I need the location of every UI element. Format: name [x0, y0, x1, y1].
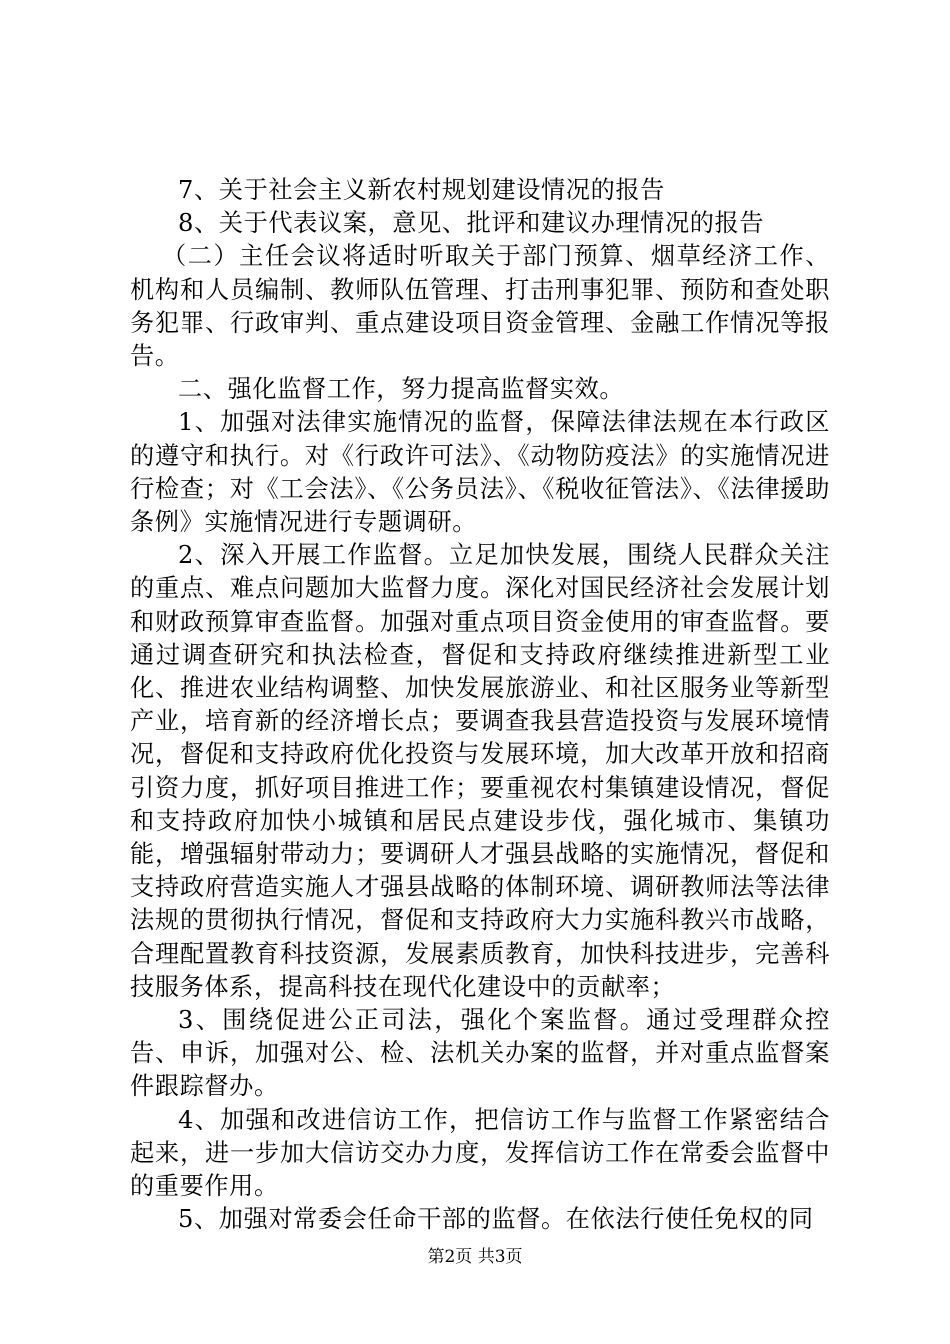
- paragraph-point-2: 2、深入开展工作监督。立足加快发展，围绕人民群众关注的重点、难点问题加大监督力度。深化对国民经济社会发展计划和财政预算审查监督。加强对重点项目资金使用的审查监督。要通过调查研究和执法检查，督促和支持政府继续推进新型工业化、推进农业结构调整、加快发展旅游业、和社区服务业等新型产业，培育新的经济增长点；要调查我县营造投资与发展环境情况，督促和支持政府优化投资与发展环境，加大改革开放和招商引资力度，抓好项目推进工作；要重视农村集镇建设情况，督促和支持政府加快小城镇和居民点建设步伐，强化城市、集镇功能，增强辐射带动力；要调研人才强县战略的实施情况，督促和支持政府营造实施人才强县战略的体制环境、调研教师法等法律法规的贯彻执行情况，督促和支持政府大力实施科教兴市战略，合理配置教育科技资源，发展素质教育，加快科技进步，完善科技服务体系，提高科技在现代化建设中的贡献率；: [130, 541, 830, 1001]
- document-body: [130, 174, 830, 1237]
- paragraph-point-1: 1、加强对法律实施情况的监督，保障法律法规在本行政区的遵守和执行。对《行政许可法》、《动物防疫法》的实施情况进行检查；对《工会法》、《公务员法》、《税收征管法》、《法律援助条例》实施情况进行专题调研。: [130, 408, 830, 537]
- section-heading-2: 二、强化监督工作，努力提高监督实效。: [178, 375, 625, 404]
- paragraph-section-2: （二）主任会议将适时听取关于部门预算、烟草经济工作、机构和人员编制、教师队伍管理、打击刑事犯罪、预防和查处职务犯罪、行政审判、重点建设项目资金管理、金融工作情况等报告。: [130, 242, 830, 371]
- page-number-footer: 第2页 共3页: [427, 1247, 523, 1267]
- paragraph-point-4: 4、加强和改进信访工作，把信访工作与监督工作紧密结合起来，进一步加大信访交办力度，发挥信访工作在常委会监督中的重要作用。: [130, 1105, 830, 1201]
- paragraph-point-5: 5、加强对常委会任命干部的监督。在依法行使任免权的同: [178, 1205, 814, 1234]
- paragraph-item-8: 8、关于代表议案，意见、批评和建议办理情况的报告: [178, 209, 765, 238]
- paragraph-point-3: 3、围绕促进公正司法，强化个案监督。通过受理群众控告、申诉，加强对公、检、法机关办案的监督，并对重点监督案件跟踪督办。: [130, 1006, 830, 1101]
- paragraph-item-7: 7、关于社会主义新农村规划建设情况的报告: [178, 176, 665, 204]
